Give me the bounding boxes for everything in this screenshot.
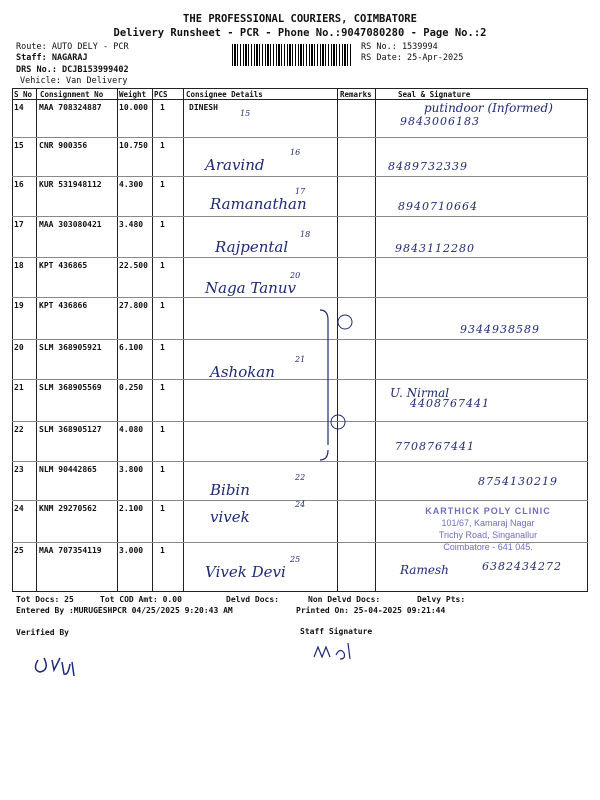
col-remarks: Remarks [340, 90, 372, 99]
row-handwritten-number: 21 [295, 355, 306, 364]
row-weight: 22.500 [119, 261, 148, 270]
col-weight: Weight [119, 90, 147, 99]
row-pcs: 1 [160, 220, 165, 229]
row-handwritten-consignee: Bibin [210, 481, 250, 499]
row-weight: 27.800 [119, 301, 148, 310]
row-weight: 4.080 [119, 425, 144, 434]
stamp-line-2: 101/67, Kamaraj Nagar [441, 518, 535, 528]
row-handwritten-number: 24 [295, 500, 306, 509]
row-pcs: 1 [160, 103, 165, 112]
route-label: Route: AUTO DELY - PCR [16, 42, 129, 52]
row-consignment-no: MAA 707354119 [39, 546, 102, 555]
row-handwritten-consignee: Vivek Devi [205, 563, 286, 581]
row-handwritten-phone: 8754130219 [478, 475, 558, 488]
row-sno: 16 [14, 180, 24, 189]
row-sno: 21 [14, 383, 24, 392]
row-pcs: 1 [160, 383, 165, 392]
col-consignment: Consignment No [40, 90, 104, 99]
row-consignment-no: SLM 368905127 [39, 425, 102, 434]
row-weight: 0.250 [119, 383, 144, 392]
row-weight: 3.800 [119, 465, 144, 474]
row-handwritten-consignee: Rajpental [215, 238, 289, 256]
row-weight: 10.000 [119, 103, 148, 112]
row-weight: 4.300 [119, 180, 144, 189]
brace-marks [300, 300, 360, 480]
rs-number: RS No.: 1539994 [361, 42, 438, 52]
row-consignment-no: KPT 436866 [39, 301, 88, 310]
delivered-docs: Delvd Docs: [226, 595, 279, 604]
row-handwritten-number: 15 [240, 109, 251, 118]
row-pcs: 1 [160, 141, 165, 150]
non-delivered-docs: Non Delvd Docs: [308, 595, 381, 604]
row-sno: 14 [14, 103, 24, 112]
row-consignment-no: CNR 900356 [39, 141, 88, 150]
row-handwritten-phone: 4408767441 [410, 397, 490, 410]
stamp-line-4: Coimbatore - 641 045. [443, 542, 533, 552]
stamp-line-3: Trichy Road, Singanallur [438, 530, 538, 540]
col-seal-signature: Seal & Signature [398, 90, 471, 99]
row-sno: 25 [14, 546, 24, 555]
delivery-points: Delvy Pts: [417, 595, 466, 604]
row-handwritten-phone: 9843006183 [400, 115, 480, 128]
row-handwritten-number: 25 [290, 555, 301, 564]
rs-date: RS Date: 25-Apr-2025 [361, 53, 464, 63]
row-handwritten-number: 18 [300, 230, 311, 239]
row-weight: 10.750 [119, 141, 148, 150]
row-handwritten-consignee: Ramanathan [210, 195, 307, 213]
runsheet-subtitle: Delivery Runsheet - PCR - Phone No.:9047080280 - Page No.:2 [113, 27, 487, 39]
row-weight: 3.480 [119, 220, 144, 229]
row-sno: 17 [14, 220, 24, 229]
stamp-line-1: KARTHICK POLY CLINIC [425, 506, 551, 516]
row-handwritten-signature: U. Nirmal [390, 386, 450, 400]
total-cod-amount: Tot COD Amt: 0.00 [100, 595, 182, 604]
row-handwritten-number: 20 [290, 271, 301, 280]
verified-by-label: Verified By [16, 628, 69, 637]
row-handwritten-consignee: vivek [210, 508, 250, 526]
row-consignment-no: NLM 90442865 [39, 465, 97, 474]
company-title: THE PROFESSIONAL COURIERS, COIMBATORE [183, 13, 417, 25]
row-handwritten-consignee: Aravind [205, 156, 265, 174]
row-pcs: 1 [160, 425, 165, 434]
row-handwritten-consignee: Naga Tanuv [205, 279, 296, 297]
row-pcs: 1 [160, 261, 165, 270]
row-consignment-no: KNM 29270562 [39, 504, 97, 513]
row-handwritten-number: 17 [295, 187, 306, 196]
printed-on: Printed On: 25-04-2025 09:21:44 [296, 606, 446, 615]
row-handwritten-phone: 7708767441 [395, 440, 475, 453]
row-pcs: 1 [160, 180, 165, 189]
row-sno: 15 [14, 141, 24, 150]
row-pcs: 1 [160, 301, 165, 310]
staff-label: Staff: NAGARAJ [16, 53, 88, 63]
row-sno: 19 [14, 301, 24, 310]
row-consignment-no: KPT 436865 [39, 261, 88, 270]
row-pcs: 1 [160, 343, 165, 352]
col-pcs: PCS [154, 90, 168, 99]
row-sno: 23 [14, 465, 24, 474]
row-consignment-no: SLM 368905921 [39, 343, 102, 352]
row-weight: 2.100 [119, 504, 144, 513]
row-sno: 24 [14, 504, 24, 513]
row-handwritten-phone: 6382434272 [482, 560, 562, 573]
row-handwritten-consignee: Ashokan [210, 363, 275, 381]
entered-by: Entered By :MURUGESHPCR 04/25/2025 9:20:43 AM [16, 606, 233, 615]
vehicle-label: Vehicle: Van Delivery [20, 76, 128, 86]
row-handwritten-phone: 8489732339 [388, 160, 468, 173]
col-consignee: Consignee Details [186, 90, 263, 99]
total-docs: Tot Docs: 25 [16, 595, 74, 604]
row-handwritten-phone: 9344938589 [460, 323, 540, 336]
row-consignment-no: MAA 303080421 [39, 220, 102, 229]
row-consignment-no: KUR 531948112 [39, 180, 102, 189]
row-handwritten-phone: 8940710664 [398, 200, 478, 213]
row-weight: 6.100 [119, 343, 144, 352]
row-handwritten-number: 16 [290, 148, 301, 157]
row-consignee: DINESH [189, 103, 218, 112]
staff-signature-label: Staff Signature [300, 627, 373, 636]
row-handwritten-phone: 9843112280 [395, 242, 475, 255]
row-sno: 22 [14, 425, 24, 434]
row-handwritten-signature: putindoor (Informed) [424, 101, 553, 115]
clinic-stamp [388, 505, 588, 553]
row-pcs: 1 [160, 465, 165, 474]
row-sno: 18 [14, 261, 24, 270]
row-sno: 20 [14, 343, 24, 352]
col-sno: S No [14, 90, 33, 99]
verifier-signature-icon [28, 640, 88, 680]
barcode-image [232, 44, 352, 66]
staff-signature-icon [310, 635, 360, 665]
row-pcs: 1 [160, 546, 165, 555]
row-pcs: 1 [160, 504, 165, 513]
row-handwritten-number: 22 [295, 473, 306, 482]
row-weight: 3.000 [119, 546, 144, 555]
row-consignment-no: MAA 708324887 [39, 103, 102, 112]
row-consignment-no: SLM 368905569 [39, 383, 102, 392]
row-handwritten-signature: Ramesh [400, 563, 449, 577]
drs-label: DRS No.: DCJB153999402 [16, 65, 129, 75]
